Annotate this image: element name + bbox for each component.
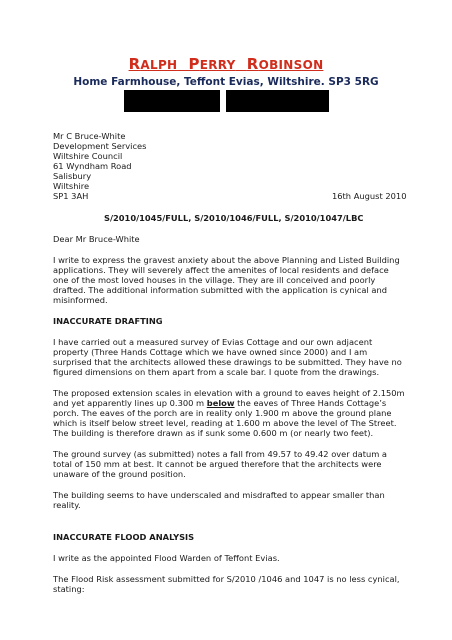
letter-date: 16th August 2010 xyxy=(332,191,407,201)
paragraph-line: which is itself below street level, reading at 1.600 m above the level of The Street. xyxy=(53,418,397,428)
paragraph-line: I write as the appointed Flood Warden of Teffont Evias. xyxy=(53,553,280,563)
redaction-block-right xyxy=(226,90,329,112)
paragraph-line: one of the most loved houses in the village. They are ill conceived and poorly xyxy=(53,275,376,285)
paragraph-line: The building is therefore drawn as if sunk some 0.600 m (or nearly two feet). xyxy=(53,428,374,438)
paragraph-line: figured dimensions on them apart from a scale bar. I quote from the drawings. xyxy=(53,367,380,377)
paragraph-line: misinformed. xyxy=(53,295,108,305)
section-heading-flood: INACCURATE FLOOD ANALYSIS xyxy=(53,532,195,542)
recipient-line: SP1 3AH xyxy=(53,191,89,201)
paragraph-line xyxy=(53,398,386,408)
paragraph-line: The Flood Risk assessment submitted for S/2010 /1046 and 1047 is no less cynical, xyxy=(53,574,400,584)
paragraph-line: drafted. The additional information submitted with the application is cynical and xyxy=(53,285,388,295)
section-heading-drafting: INACCURATE DRAFTING xyxy=(53,316,163,326)
paragraph-line: reality. xyxy=(53,500,81,510)
letterhead-name: RALPH PERRY ROBINSON xyxy=(128,55,324,73)
recipient-line: Wiltshire Council xyxy=(53,151,123,161)
recipient-line: Mr C Bruce-White xyxy=(53,131,126,141)
recipient-line: 61 Wyndham Road xyxy=(53,161,132,171)
text-run: and yet apparently lines up 0.300 m xyxy=(53,398,207,408)
paragraph-line: The building seems to have underscaled and misdrafted to appear smaller than xyxy=(53,490,385,500)
paragraph-line: total of 150 mm at best. It cannot be argued therefore that the architects were xyxy=(53,459,382,469)
paragraph-line: surprised that the architects allowed these drawings to be submitted. They have no xyxy=(53,357,402,367)
salutation: Dear Mr Bruce-White xyxy=(53,234,140,244)
redaction-block-left xyxy=(124,90,220,112)
paragraph-line: The ground survey (as submitted) notes a fall from 49.57 to 49.42 over datum a xyxy=(53,449,388,459)
text-run: the eaves of Three Hands Cottage’s xyxy=(234,398,387,408)
paragraph-line: I write to express the gravest anxiety about the above Planning and Listed Building xyxy=(53,255,400,265)
paragraph-line: applications. They will severely affect the amenites of local residents and deface xyxy=(53,265,389,275)
paragraph-line: porch. The eaves of the porch are in reality only 1.900 m above the ground plane xyxy=(53,408,392,418)
paragraph-line: unaware of the ground position. xyxy=(53,469,186,479)
recipient-line: Salisbury xyxy=(53,171,92,181)
emphasis-below: below xyxy=(206,398,235,408)
paragraph-line: The proposed extension scales in elevation with a ground to eaves height of 2.150m xyxy=(53,388,405,398)
paragraph-line: stating: xyxy=(53,584,85,594)
recipient-line: Wiltshire xyxy=(53,181,90,191)
paragraph-line: I have carried out a measured survey of Evias Cottage and our own adjacent xyxy=(53,337,373,347)
paragraph-line: property (Three Hands Cottage which we have owned since 2000) and I am xyxy=(53,347,368,357)
recipient-line: Development Services xyxy=(53,141,147,151)
reference-line: S/2010/1045/FULL, S/2010/1046/FULL, S/2010/1047/LBC xyxy=(104,213,364,223)
letterhead-address: Home Farmhouse, Teffont Evias, Wiltshire. SP3 5RG xyxy=(73,76,379,88)
